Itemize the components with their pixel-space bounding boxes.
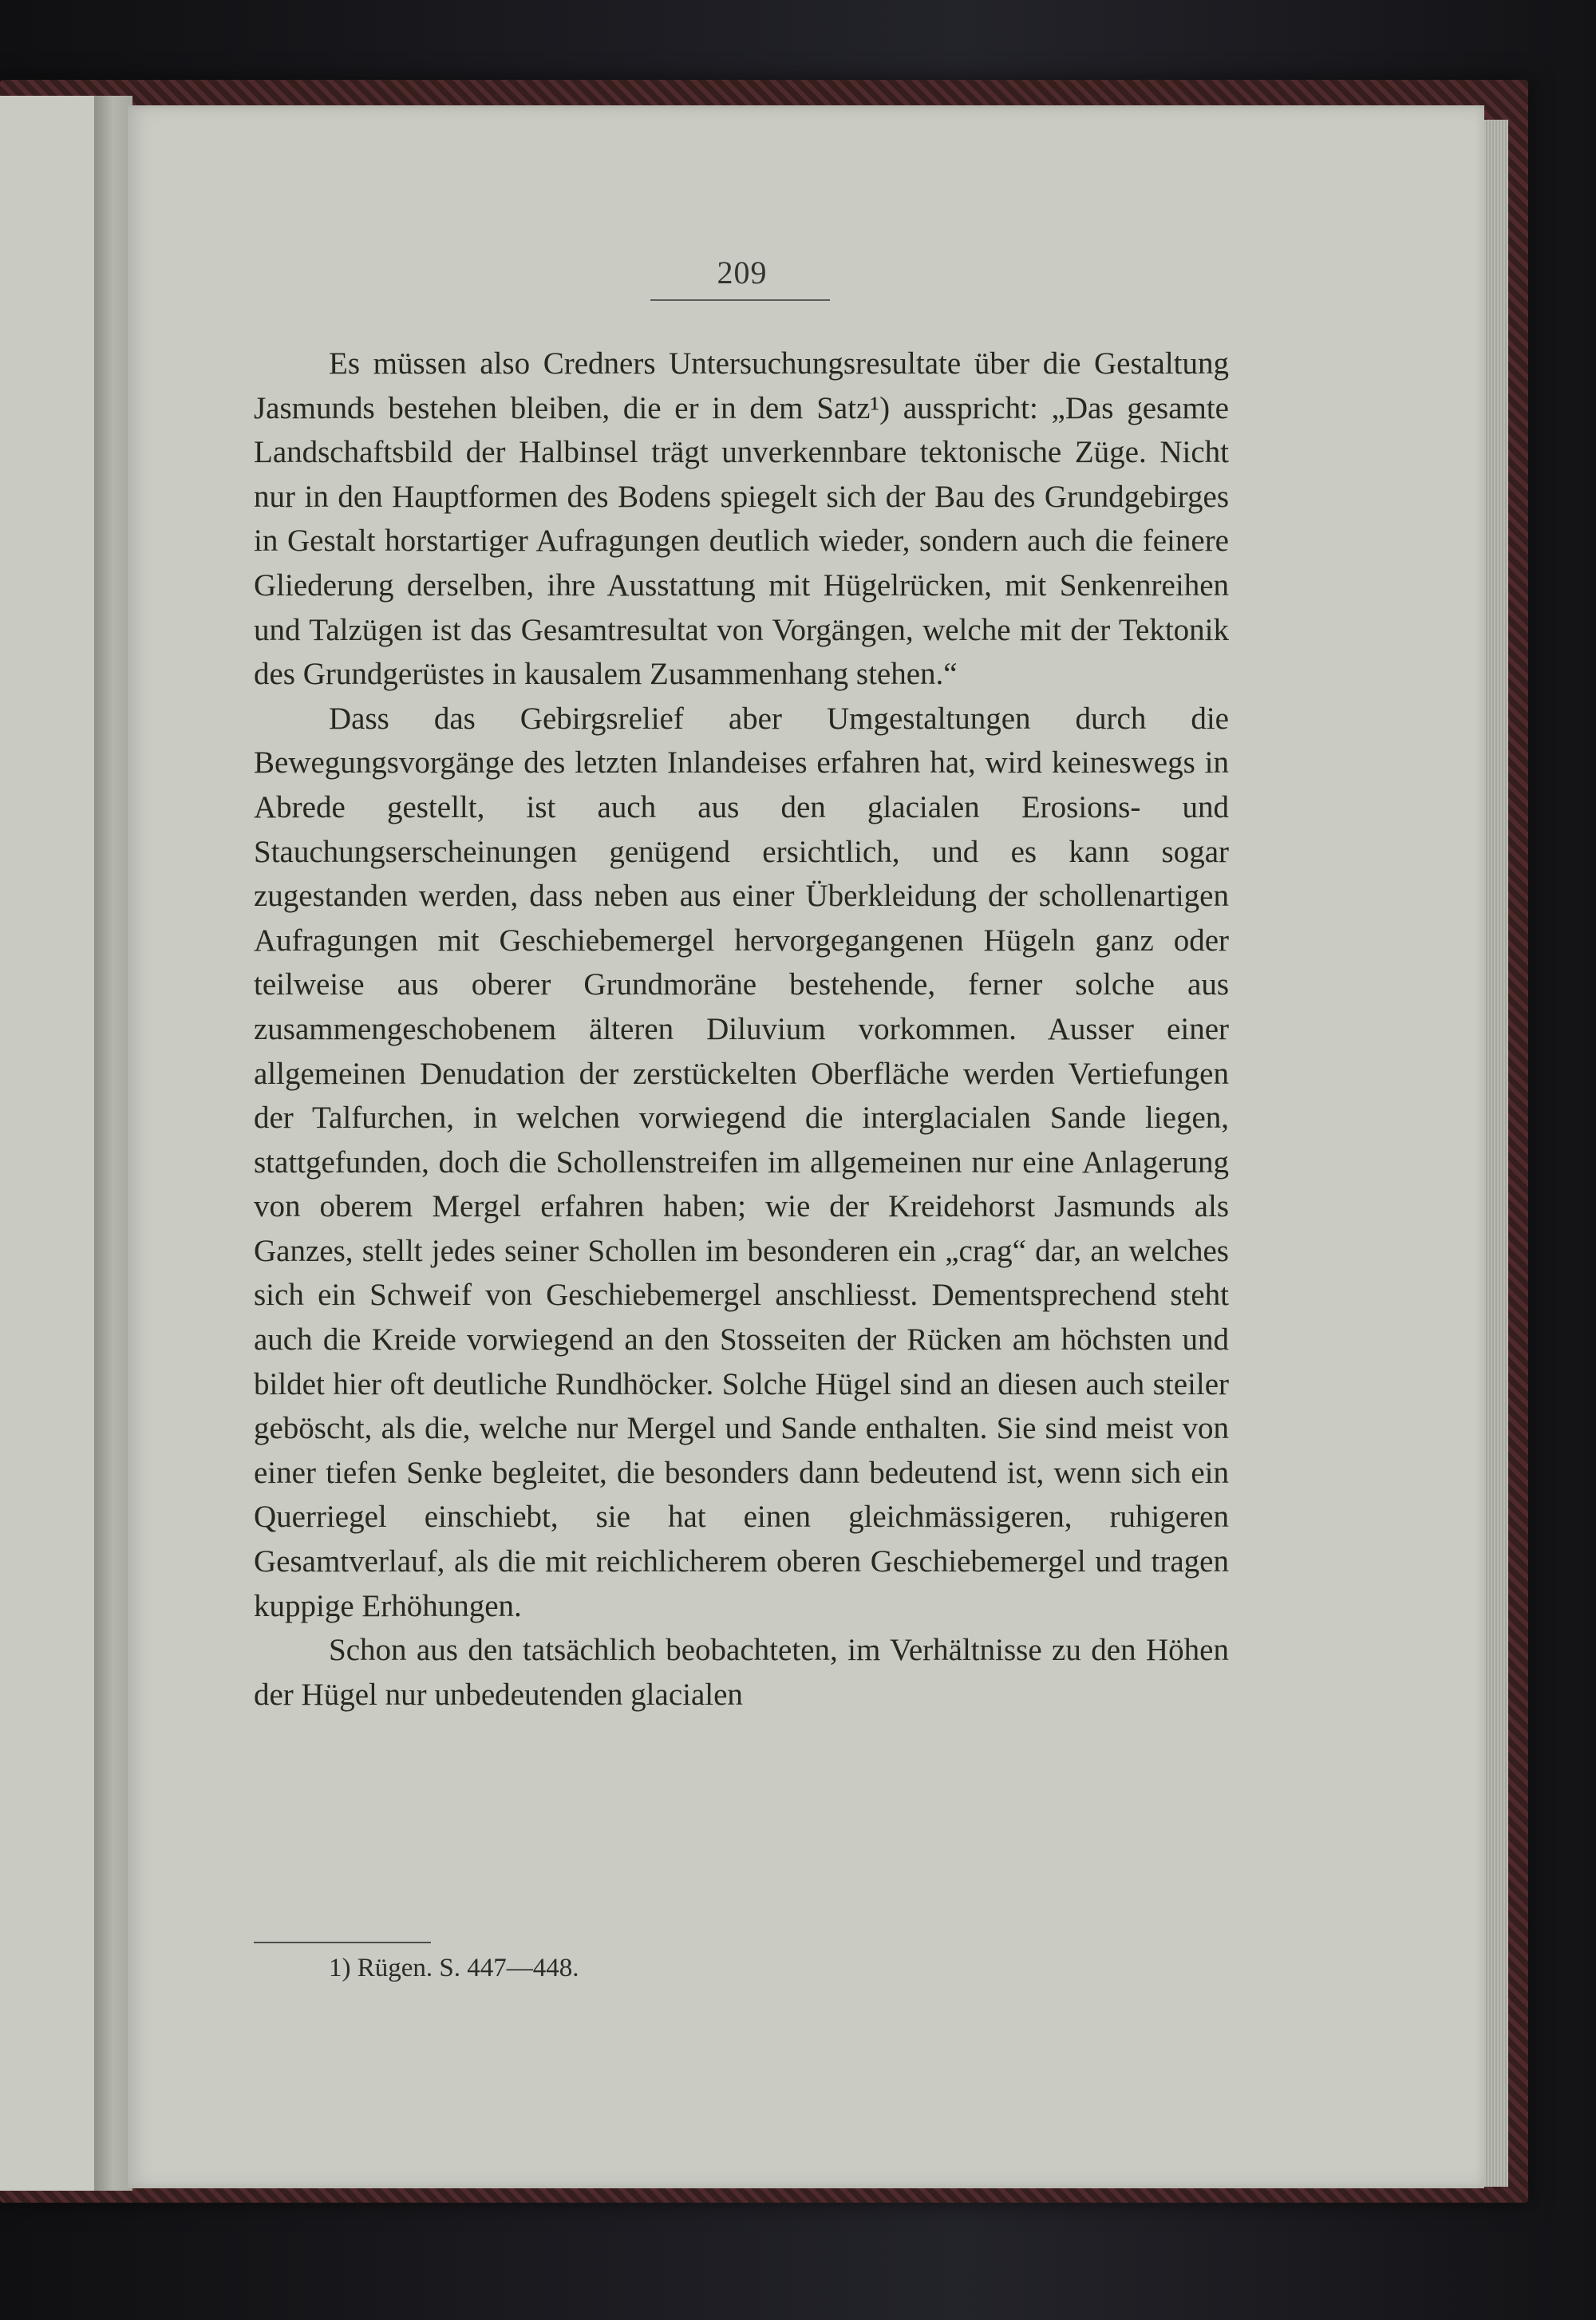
paragraph-1: Es müssen also Credners Untersuchungsresultate über die Gestaltung Jasmunds bestehen bleiben, die er in dem Satz¹) ausspricht: „Das gesamte Landschaftsbild der Halbinsel trägt unverkennbare tektonische Züge. Nicht nur in den Hauptformen des Bodens spiegelt sich der Bau des Grundgebirges in Gestalt horstartiger Aufragungen deutlich wieder, sondern auch die feinere Gliederung derselben, ihre Ausstattung mit Hügelrücken, mit Senkenreihen und Talzügen ist das Gesamtresultat von Vorgängen, welche mit der Tektonik des Grundgerüstes in kausalem Zusammenhang stehen.“ [254, 346, 1229, 692]
paragraph-2: Dass das Gebirgsrelief aber Umgestaltungen durch die Bewegungsvorgänge des letzten Inlandeises erfahren hat, wird keineswegs in Abrede gestellt, ist auch aus den glacialen Erosions- und Stauchungserscheinungen genügend ersichtlich, und es kann sogar zugestanden werden, dass neben aus einer Überkleidung der schollenartigen Aufragungen mit Geschiebemergel hervorgegangenen Hügeln ganz oder teilweise aus oberer Grundmoräne bestehende, ferner solche aus zusammengeschobenem älteren Diluvium vorkommen. Ausser einer allgemeinen Denudation der zerstückelten Oberfläche werden Vertiefungen der Talfurchen, in welchen vorwiegend die interglacialen Sande liegen, stattgefunden, doch die Schollenstreifen im allgemeinen nur eine Anlagerung von oberem Mergel erfahren haben; wie der Kreidehorst Jasmunds als Ganzes, stellt jedes seiner Schollen im besonderen ein „crag“ dar, an welches sich ein Schweif von Geschiebemergel anschliesst. Dementsprechend steht auch die Kreide vorwiegend an den Stosseiten der Rücken am höchsten und bildet hier oft deutliche Rundhöcker. Solche Hügel sind an diesen auch steiler geböscht, als die, welche nur Mergel und Sande enthalten. Sie sind meist von einer tiefen Senke begleitet, die besonders dann bedeutend ist, wenn sich ein Querriegel einschiebt, sie hat einen gleichmässigeren, ruhigeren Gesamtverlauf, als die mit reichlicherem oberen Geschiebemergel und tragen kuppige Erhöhungen. [254, 701, 1229, 1623]
footnote-rule [254, 1942, 431, 1943]
page-number-rule [650, 299, 830, 301]
body-text [254, 342, 1229, 1717]
left-page-edge [0, 96, 97, 2191]
footnote: 1) Rügen. S. 447—448. [329, 1954, 579, 1982]
page-fore-edge [1484, 120, 1508, 2187]
paragraph-3: Schon aus den tatsächlich beobachteten, im Verhältnisse zu den Höhen der Hügel nur unbedeutenden glacialen [254, 1633, 1229, 1712]
book-gutter [94, 96, 132, 2191]
page-number: 209 [717, 255, 768, 290]
